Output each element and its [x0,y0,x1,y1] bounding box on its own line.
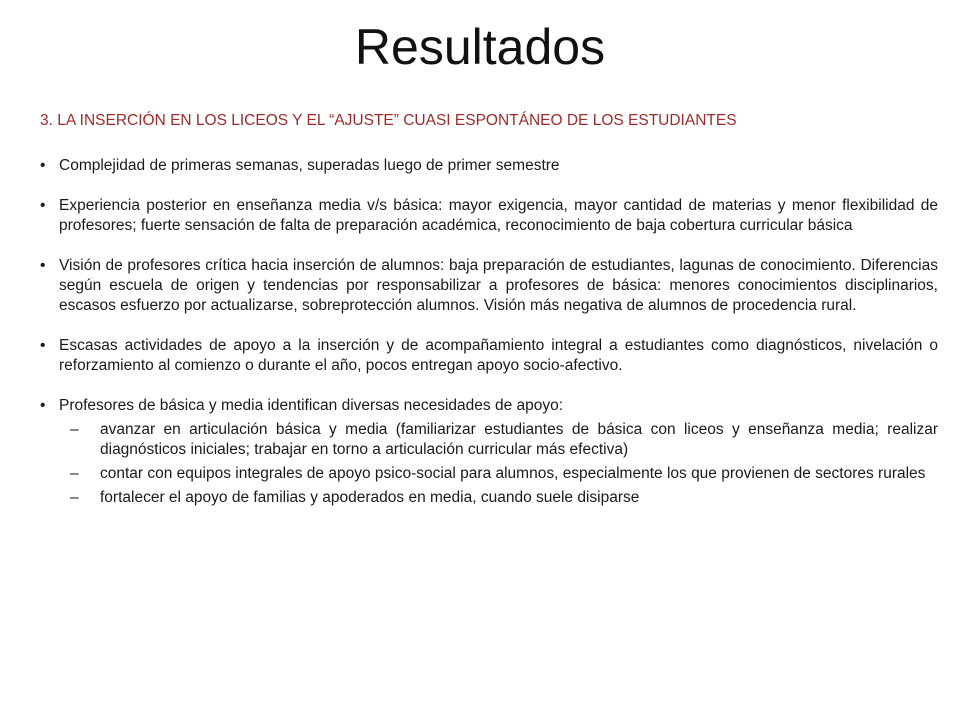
bullet-icon: • [40,257,46,274]
bullet-icon: • [40,197,46,214]
bullet-text: Profesores de básica y media identifican diversas necesidades de apoyo: [59,397,564,414]
bullet-text: Escasas actividades de apoyo a la inserción y de acompañamiento integral a estudiantes como diagnósticos, nivelación o reforzamiento al comienzo o durante el año, pocos entregan apoyo socio-afectivo. [59,337,938,374]
slide-title: Resultados [354,19,606,75]
bullet-text: Complejidad de primeras semanas, superadas luego de primer semestre [59,157,560,174]
bullet-list [40,156,938,512]
dash-icon: – [70,421,79,438]
sub-item-text: fortalecer el apoyo de familias y apoderados en media, cuando suele disiparse [100,489,640,506]
sub-item-text: avanzar en articulación básica y media (familiarizar estudiantes de básica con liceos y enseñanza media; realizar diagnósticos iniciales; trabajar en torno a articulación curricular más efectiva) [100,421,938,458]
sub-item-text: contar con equipos integrales de apoyo psico-social para alumnos, especialmente los que provienen de sectores rurales [100,465,926,482]
section-heading: 3. LA INSERCIÓN EN LOS LICEOS Y EL “AJUSTE” CUASI ESPONTÁNEO DE LOS ESTUDIANTES [40,112,737,129]
bullet-item [40,196,938,236]
bullet-item [40,256,938,316]
bullet-item [40,336,938,376]
bullet-icon: • [40,157,46,174]
sub-item [40,464,938,484]
bullet-text: Visión de profesores crítica hacia inserción de alumnos: baja preparación de estudiantes, lagunas de conocimiento. Diferencias según escuela de origen y tendencias por responsabilizar a profesores de básica: menores conocimientos disciplinarios, escasos esfuerzo por actualizarse, sobreprotección alumnos. Visión más negativa de alumnos de procedencia rural. [59,257,938,314]
sub-item [40,488,938,508]
bullet-icon: • [40,397,46,414]
bullet-item [40,156,938,176]
bullet-item [40,396,938,416]
dash-icon: – [70,489,79,506]
bullet-text: Experiencia posterior en enseñanza media v/s básica: mayor exigencia, mayor cantidad de materias y menor flexibilidad de profesores; fuerte sensación de falta de preparación académica, reconocimiento de baja cobertura curricular básica [59,197,938,234]
bullet-icon: • [40,337,46,354]
sub-item [40,420,938,460]
dash-icon: – [70,465,79,482]
